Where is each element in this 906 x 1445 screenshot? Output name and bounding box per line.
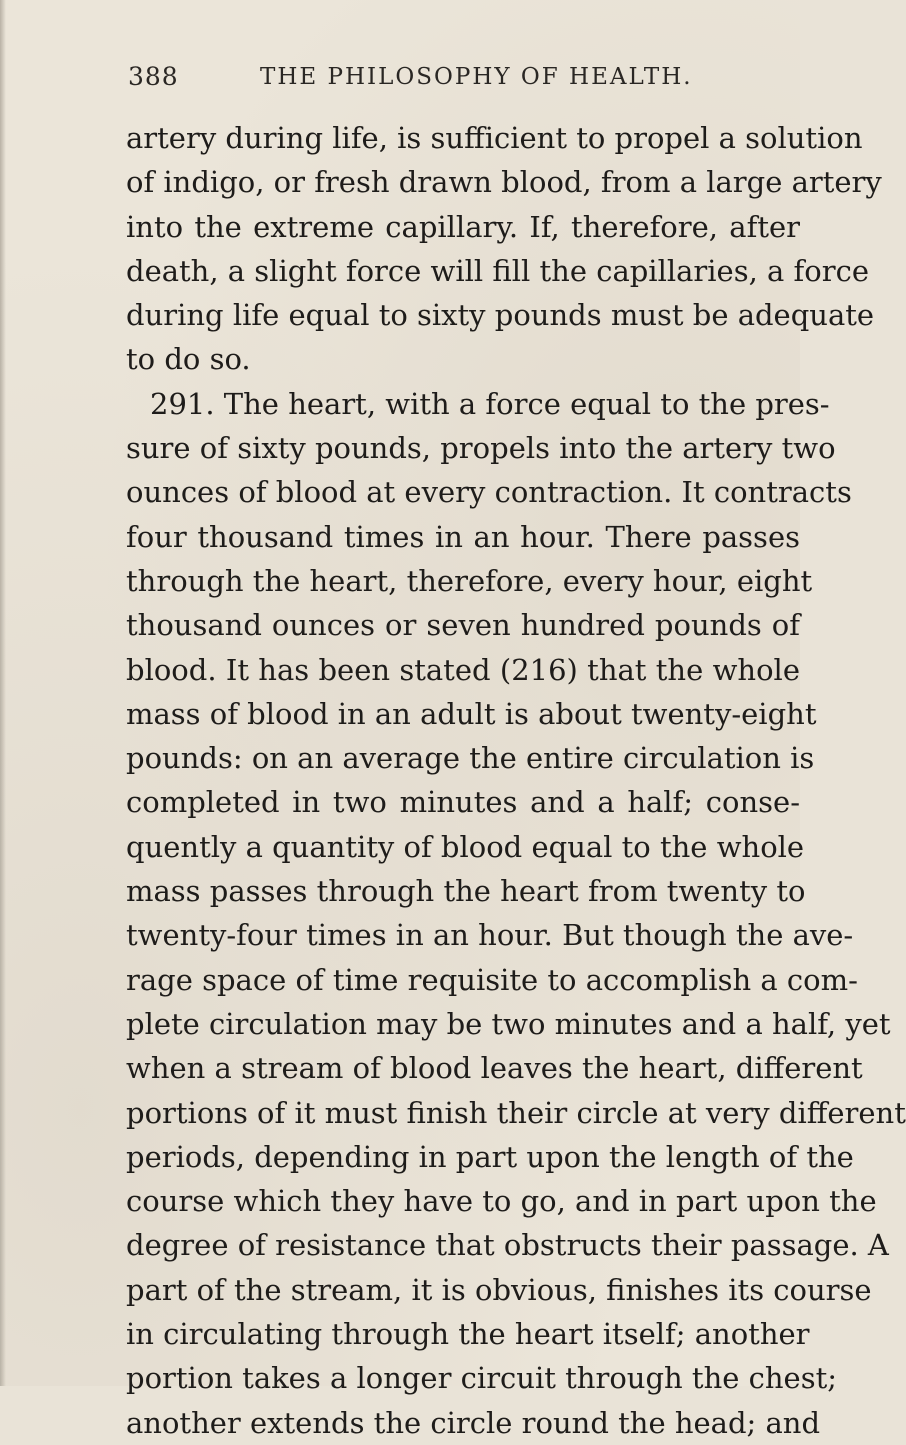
text-line: another extends the circle round the head; and bbox=[126, 1405, 821, 1440]
text-line: mass of blood in an adult is about twenty-eight bbox=[126, 696, 817, 731]
page-number: 388 bbox=[128, 62, 179, 91]
text-line: part of the stream, it is obvious, finishes its course bbox=[126, 1272, 872, 1307]
text-line: periods, depending in part upon the length of the bbox=[126, 1139, 854, 1174]
text-line: during life equal to sixty pounds must be adequate bbox=[126, 298, 875, 333]
text-line: pounds: on an average the entire circulation is bbox=[126, 741, 815, 776]
page-edge-shadow bbox=[0, 0, 6, 1386]
text-line: mass passes through the heart from twenty to bbox=[126, 874, 806, 909]
text-line: four thousand times in an hour. There passes bbox=[126, 519, 800, 554]
text-line: blood. It has been stated (216) that the whole bbox=[126, 652, 800, 687]
text-line: completed in two minutes and a half; conse- bbox=[126, 785, 800, 820]
text-line: degree of resistance that obstructs their passage. A bbox=[126, 1228, 889, 1263]
text-line: twenty-four times in an hour. But though the ave- bbox=[126, 918, 854, 953]
text-line: sure of sixty pounds, propels into the artery two bbox=[126, 431, 836, 466]
page-header bbox=[128, 62, 768, 102]
text-line: through the heart, therefore, every hour, eight bbox=[126, 563, 813, 598]
paragraph-start-line: 291. The heart, with a force equal to the pres- bbox=[150, 386, 830, 421]
text-line: ounces of blood at every contraction. It contracts bbox=[126, 475, 852, 510]
text-line: artery during life, is sufficient to propel a solution bbox=[126, 121, 863, 155]
text-line: portions of it must finish their circle at very different bbox=[126, 1095, 906, 1130]
text-line: of indigo, or fresh drawn blood, from a large artery bbox=[126, 165, 882, 200]
body-text bbox=[126, 116, 906, 1445]
text-line: thousand ounces or seven hundred pounds of bbox=[126, 608, 800, 643]
text-line: death, a slight force will fill the capillaries, a force bbox=[126, 253, 869, 288]
text-line: quently a quantity of blood equal to the whole bbox=[126, 829, 805, 864]
text-line: course which they have to go, and in part upon the bbox=[126, 1184, 877, 1219]
running-head: THE PHILOSOPHY OF HEALTH. bbox=[260, 64, 693, 90]
text-line: rage space of time requisite to accomplish a com- bbox=[126, 962, 858, 997]
text-line: in circulating through the heart itself; another bbox=[126, 1317, 810, 1352]
text-line: plete circulation may be two minutes and a half, yet bbox=[126, 1006, 891, 1041]
text-line: into the extreme capillary. If, therefore, after bbox=[126, 209, 800, 244]
text-line: when a stream of blood leaves the heart, different bbox=[126, 1051, 863, 1086]
text-line: portion takes a longer circuit through the chest; bbox=[126, 1361, 838, 1396]
text-line: to do so. bbox=[126, 342, 251, 377]
